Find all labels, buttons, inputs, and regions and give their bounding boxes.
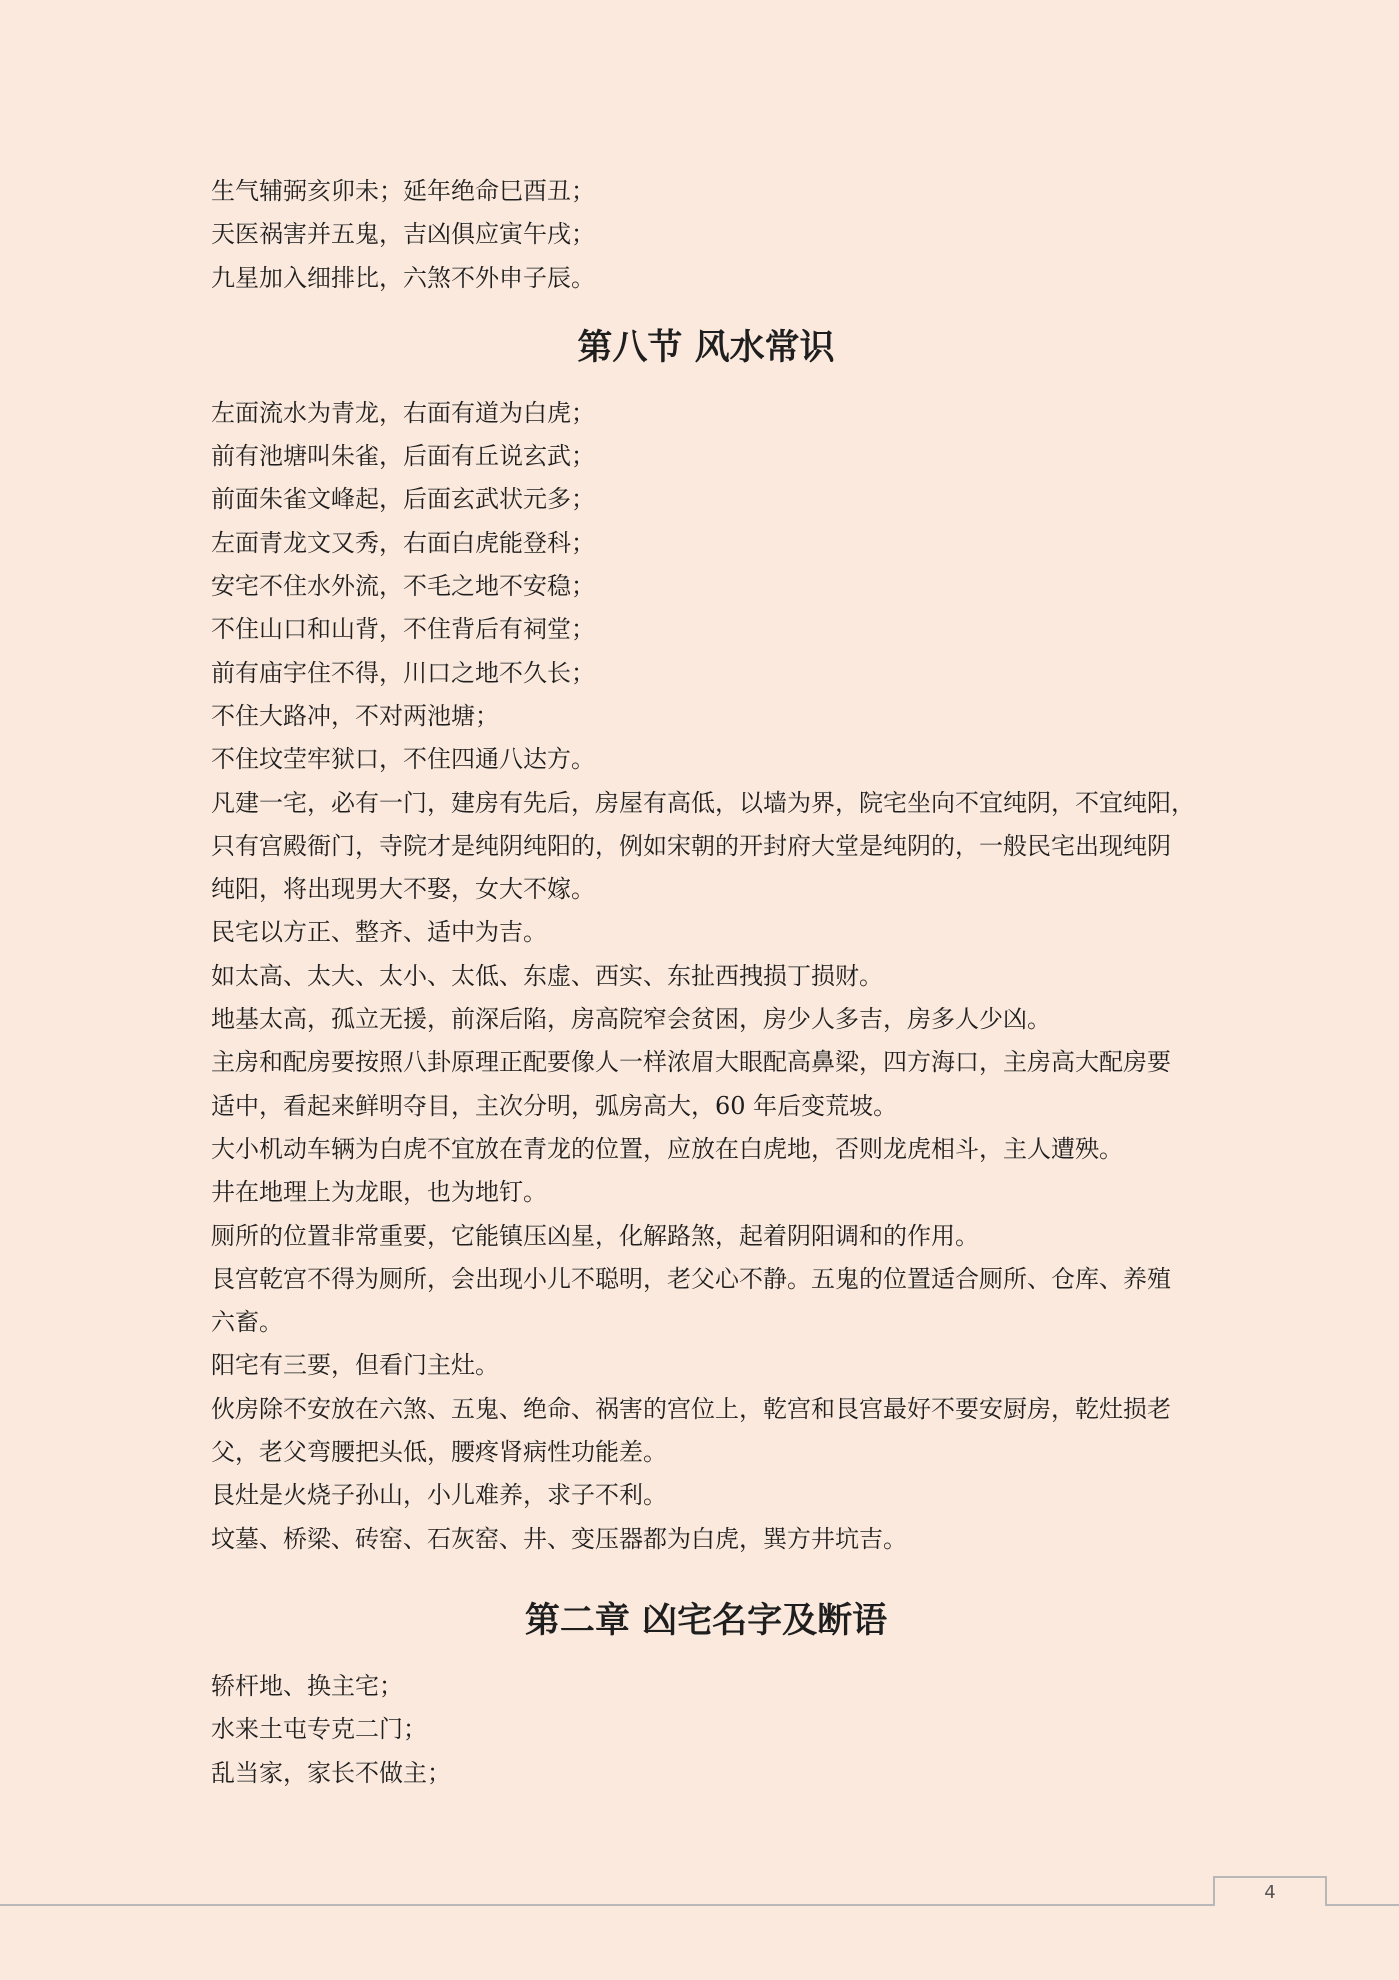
text-line: 艮宫乾宫不得为厕所，会出现小儿不聪明，老父心不静。五鬼的位置适合厕所、仓库、养殖	[211, 1264, 1171, 1293]
text-line: 生气辅弼亥卯未；延年绝命巳酉丑；	[211, 177, 595, 205]
chapter-haunted-houses-body	[211, 1665, 1201, 1795]
text-line: 六畜。	[211, 1308, 283, 1337]
text-line: 不住大路冲，不对两池塘；	[211, 701, 499, 730]
text-line: 主房和配房要按照八卦原理正配要像人一样浓眉大眼配高鼻梁，四方海口，主房高大配房要	[211, 1048, 1171, 1077]
text-line: 大小机动车辆为白虎不宜放在青龙的位置，应放在白虎地，否则龙虎相斗，主人遭殃。	[211, 1134, 1123, 1163]
text-line: 左面流水为青龙，右面有道为白虎；	[211, 398, 595, 427]
text-line: 伙房除不安放在六煞、五鬼、绝命、祸害的宫位上，乾宫和艮宫最好不要安厨房，乾灶损老	[211, 1394, 1171, 1423]
text-line: 坟墓、桥梁、砖窑、石灰窑、井、变压器都为白虎，巽方井坑吉。	[211, 1524, 907, 1553]
intro-verse	[211, 170, 1201, 300]
text-line: 厕所的位置非常重要，它能镇压凶星，化解路煞，起着阴阳调和的作用。	[211, 1221, 979, 1250]
text-line: 九星加入细排比，六煞不外申子辰。	[211, 263, 595, 292]
text-line: 不住坟茔牢狱口，不住四通八达方。	[211, 745, 595, 774]
text-line: 乱当家，家长不做主；	[211, 1758, 451, 1787]
text-line: 适中，看起来鲜明夺目，主次分明，弧房高大，60 年后变荒坡。	[211, 1091, 898, 1120]
text-line: 民宅以方正、整齐、适中为吉。	[211, 918, 547, 947]
text-line: 前面朱雀文峰起，后面玄武状元多；	[211, 485, 595, 514]
page-number: 4	[1213, 1876, 1327, 1906]
text-line: 凡建一宅，必有一门，建房有先后，房屋有高低，以墙为界，院宅坐向不宜纯阴，不宜纯阳，	[211, 788, 1195, 817]
text-line: 轿杆地、换主宅；	[211, 1671, 403, 1700]
section-fengshui-body	[211, 392, 1201, 1561]
text-line: 天医祸害并五鬼，吉凶俱应寅午戌；	[211, 220, 595, 249]
text-line: 左面青龙文又秀，右面白虎能登科；	[211, 528, 595, 557]
text-line: 前有池塘叫朱雀，后面有丘说玄武；	[211, 442, 595, 471]
text-line: 地基太高，孤立无援，前深后陷，房高院窄会贫困，房少人多吉，房多人少凶。	[211, 1005, 1051, 1034]
text-line: 纯阳，将出现男大不娶，女大不嫁。	[211, 875, 595, 904]
document-body	[211, 170, 1201, 1795]
text-line: 艮灶是火烧子孙山，小儿难养，求子不利。	[211, 1481, 667, 1510]
text-line: 如太高、太大、太小、太低、东虚、西实、东扯西拽损丁损财。	[211, 961, 883, 990]
footer-rule	[0, 1904, 1399, 1906]
section-heading-fengshui: 第八节 风水常识	[577, 327, 835, 368]
text-line: 前有庙宇住不得，川口之地不久长；	[211, 658, 595, 687]
text-line: 安宅不住水外流，不毛之地不安稳；	[211, 572, 595, 601]
text-line: 阳宅有三要，但看门主灶。	[211, 1351, 499, 1380]
chapter-heading-haunted-houses: 第二章 凶宅名字及断语	[524, 1600, 888, 1641]
text-line: 父，老父弯腰把头低，腰疼肾病性功能差。	[211, 1438, 667, 1467]
text-line: 只有宫殿衙门，寺院才是纯阴纯阳的，例如宋朝的开封府大堂是纯阴的，一般民宅出现纯阴	[211, 831, 1171, 860]
text-line: 井在地理上为龙眼，也为地钉。	[211, 1178, 547, 1207]
text-line: 水来土屯专克二门；	[211, 1715, 427, 1744]
text-line: 不住山口和山背，不住背后有祠堂；	[211, 615, 595, 644]
